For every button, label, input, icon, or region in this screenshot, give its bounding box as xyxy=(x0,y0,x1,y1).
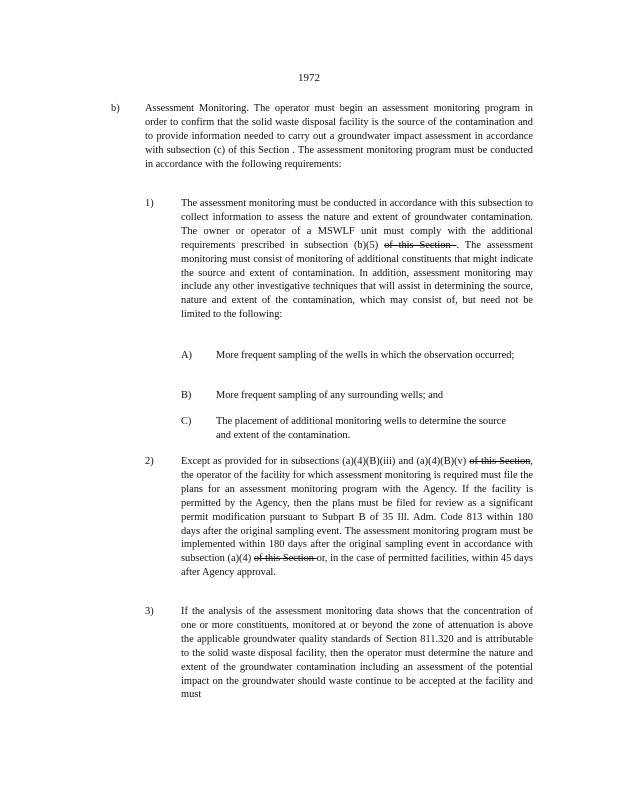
item-2-text-before: Except as provided for in subsections (a)(4)(B)(iii) and (a)(4)(B)(v) xyxy=(181,456,470,467)
item-1-struck-text: of this Section xyxy=(384,239,457,251)
item-1-marker: 1) xyxy=(145,198,154,209)
item-1-text-before: The assessment monitoring must be conducted in accordance with this subsection to collect information to assess the nature and extent of groundwater contamination. The owner or operator of a MSWLF unit must comply with the additional requirements prescribed in subsection (b)(5) xyxy=(181,198,533,251)
item-2-marker: 2) xyxy=(145,456,154,467)
subitem-b-text: More frequent sampling of any surrounding wells; and xyxy=(216,390,444,401)
subitem-c-marker: C) xyxy=(181,416,192,427)
item-2-struck-text-1: of this Section xyxy=(469,456,531,467)
item-1-text-after: . The assessment monitoring must consist of monitoring of additional constituents that might indicate the source and extent of contamination. In addition, assessment monitoring may include any other investigative techniques that will assist in determining the source, nature and extent of the contamination, which may consist of, but need not be limited to the following: xyxy=(181,239,533,321)
page-number: 1972 xyxy=(298,72,320,84)
subitem-c-text: The placement of additional monitoring wells to determine the source and extent of the contamination. xyxy=(216,416,506,441)
section-b-marker: b) xyxy=(111,103,120,114)
subitem-a-text: More frequent sampling of the wells in which the observation occurred; xyxy=(216,350,515,361)
item-1-text xyxy=(181,197,533,322)
item-2-text-after: or, in the case of permitted facilities, within 45 days after Agency approval. xyxy=(181,553,533,579)
item-3-marker: 3) xyxy=(145,606,154,617)
subitem-b-marker: B) xyxy=(181,390,192,401)
item-3-text: If the analysis of the assessment monitoring data shows that the concentration of one or more constituents, monitored at or beyond the zone of attenuation is above the applicable groundwater quality standards of Section 811.320 and is attributable to the solid waste disposal facility, then the operator must determine the nature and extent of the groundwater contamination including an assessment of the potential impact on the groundwater should waste continue to be accepted at the facility and must xyxy=(181,606,533,701)
subitem-a-marker: A) xyxy=(181,350,192,361)
section-b-text: Assessment Monitoring. The operator must begin an assessment monitoring program in order to confirm that the solid waste disposal facility is the source of the contamination and to provide information needed to carry out a groundwater impact assessment in accordance with subsection (c) of this Section . The assessment monitoring program must be conducted in accordance with the following requirements: xyxy=(145,103,533,170)
item-2-text xyxy=(181,455,533,580)
item-2-text-middle: , the operator of the facility for which assessment monitoring is required must file the plans for an assessment monitoring program with the Agency. If the facility is permitted by the Agency, then the plans must be filed for review as a significant permit modification pursuant to Subpart B of 35 Ill. Adm. Code 813 within 180 days after the original sampling event. The assessment monitoring program must be implemented within 180 days after the original sampling event in accordance with subsection (a)(4) xyxy=(181,456,534,565)
item-2-struck-text-2: of this Section xyxy=(253,553,317,565)
